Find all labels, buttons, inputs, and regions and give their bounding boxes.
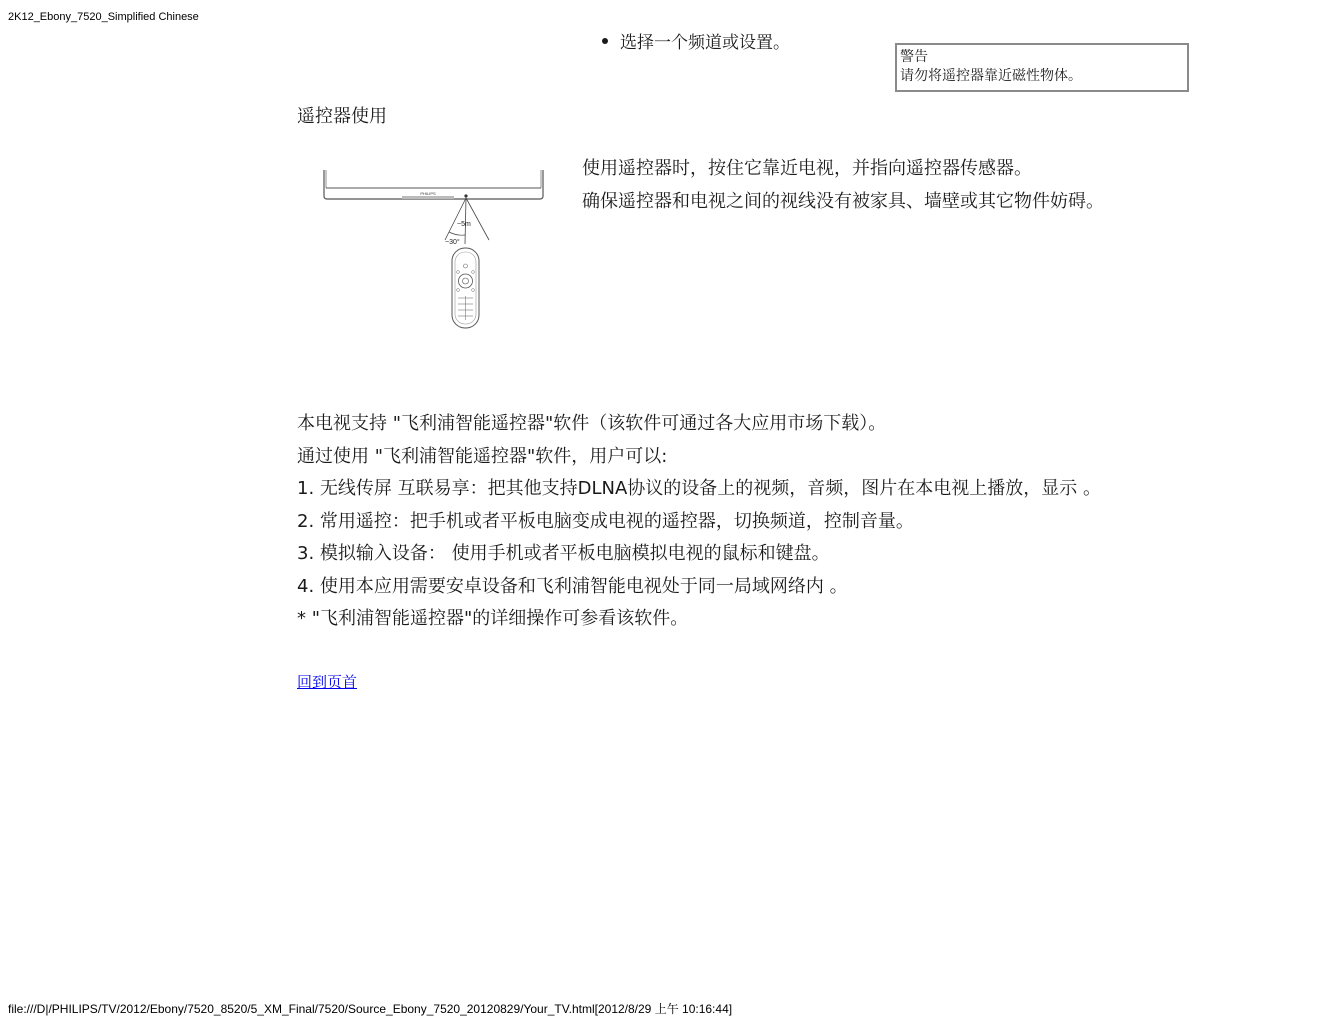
back-to-top-link[interactable]: 回到页首: [297, 673, 358, 691]
warning-box: [895, 43, 1189, 92]
channel-setting-bullet: [602, 32, 790, 54]
bullet-dot: [602, 38, 608, 44]
remote-usage-text: [582, 152, 1104, 218]
footer-file-path: file:///D|/PHILIPS/TV/2012/Ebony/7520_8520/5_XM_Final/7520/Source_Ebony_7520_20120829/Your_TV.html[2012/8/29 上午 10:16:44]: [8, 1002, 733, 1016]
tv-sensor-dot: [464, 194, 467, 197]
usage-line-2: 确保遥控器和电视之间的视线没有被家具、墙壁或其它物件妨碍。: [582, 191, 1104, 212]
app-line-feature-4: 4. 使用本应用需要安卓设备和飞利浦智能电视处于同一局域网络内 。: [297, 575, 848, 597]
section-heading-remote-usage: 遥控器使用: [297, 106, 387, 127]
beam-left-line: [445, 198, 466, 240]
usage-line-1: 使用遥控器时，按住它靠近电视，并指向遥控器传感器。: [582, 158, 1032, 179]
beam-right-line: [466, 198, 489, 240]
angle-label: ~30°: [445, 239, 460, 246]
tv-stand-bar: [402, 196, 454, 199]
app-line-usage: 通过使用 "飞利浦智能遥控器"软件，用户可以:: [297, 445, 668, 467]
angle-arc: [449, 232, 465, 235]
remote-usage-illustration: [318, 168, 550, 332]
app-line-note: * "飞利浦智能遥控器"的详细操作可参看该软件。: [297, 608, 689, 629]
remote-control-icon: [452, 248, 479, 328]
distance-label: ~5m: [457, 221, 471, 228]
bullet-text: 选择一个频道或设置。: [620, 33, 790, 53]
app-line-feature-1: 1. 无线传屏 互联易享：把其他支持DLNA协议的设备上的视频，音频，图片在本电视上播放，显示 。: [297, 478, 1102, 499]
smart-remote-app-section: [297, 408, 1101, 636]
app-line-intro: 本电视支持 "飞利浦智能遥控器"软件（该软件可通过各大应用市场下载）。: [297, 413, 887, 434]
app-line-feature-2: 2. 常用遥控：把手机或者平板电脑变成电视的遥控器，切换频道，控制音量。: [297, 510, 914, 532]
tv-brand-logo: PHILIPS: [420, 191, 436, 196]
warning-title: 警告: [900, 49, 928, 65]
document-header-title: 2K12_Ebony_7520_Simplified Chinese: [8, 11, 199, 23]
app-line-feature-3: 3. 模拟输入设备： 使用手机或者平板电脑模拟电视的鼠标和键盘。: [297, 543, 830, 564]
warning-body: 请勿将遥控器靠近磁性物体。: [900, 68, 1082, 84]
